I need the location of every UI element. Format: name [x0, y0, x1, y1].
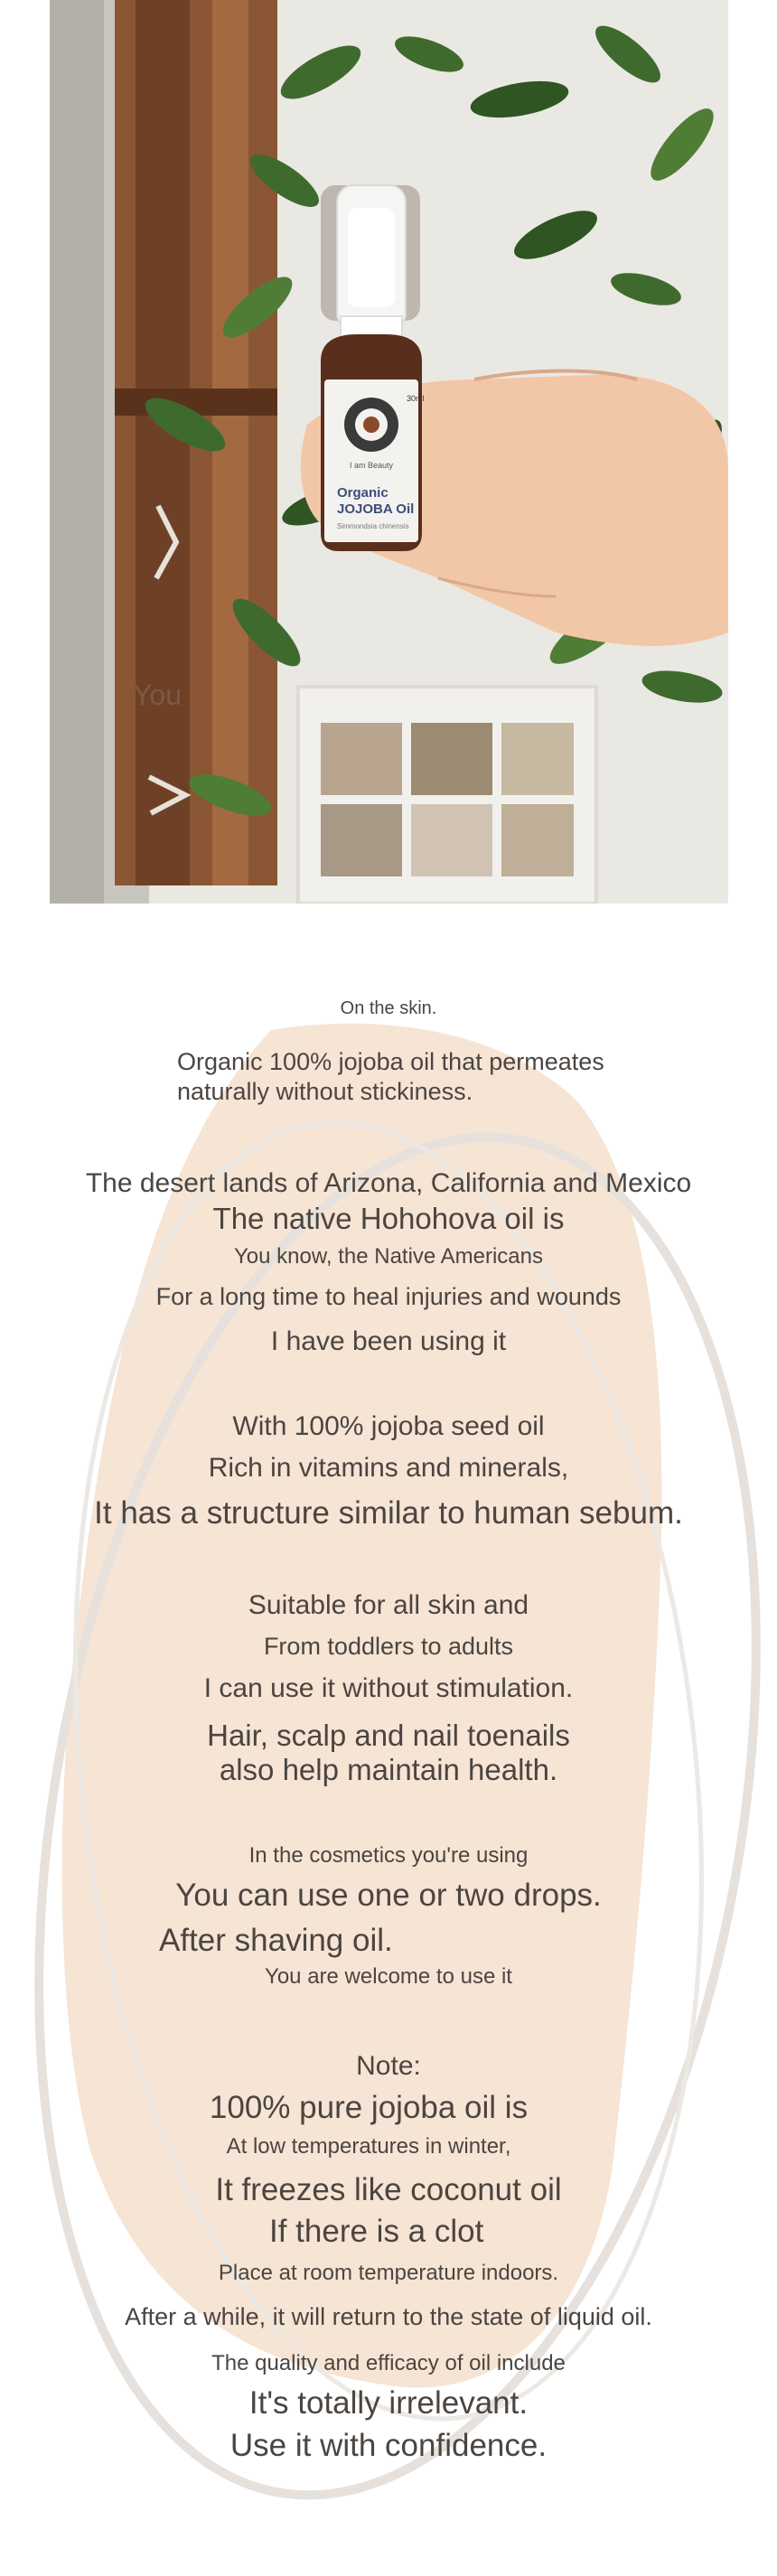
intro-small: On the skin. [340, 998, 437, 1018]
p4-line-1: In the cosmetics you're using [248, 1843, 529, 1868]
description-section [0, 904, 777, 2576]
p1-line-3: You know, the Native Americans [234, 1244, 543, 1269]
note-line-4: If there is a clot [269, 2214, 484, 2249]
note-line-1: 100% pure jojoba oil is [209, 2090, 529, 2125]
note-line-6: After a while, it will return to the state of liquid oil. [125, 2303, 652, 2330]
note-line-5: Place at room temperature indoors. [218, 2261, 559, 2285]
p1-line-1: The desert lands of Arizona, California and Mexico [85, 1168, 692, 1198]
p1-line-2: The native Hohohova oil is [212, 1202, 565, 1235]
note-line-3: It freezes like coconut oil [215, 2172, 562, 2207]
p4-line-2: You can use one or two drops. [175, 1878, 602, 1913]
p3-line-2: From toddlers to adults [263, 1633, 514, 1660]
p1-line-5: I have been using it [270, 1326, 507, 1356]
bottle-label-latin: Simmondsia chinensis [337, 522, 409, 530]
p3-line-5: also help maintain health. [219, 1753, 558, 1786]
p2-line-1: With 100% jojoba seed oil [232, 1411, 545, 1441]
intro-line-2: naturally without stickiness. [177, 1078, 473, 1105]
p3-line-3: I can use it without stimulation. [203, 1673, 574, 1703]
p3-line-1: Suitable for all skin and [248, 1590, 529, 1620]
note-line-9: Use it with confidence. [229, 2428, 548, 2463]
p1-line-4: For a long time to heal injuries and wounds [155, 1283, 622, 1310]
bottle-label-jojoba: JOJOBA Oil [337, 501, 415, 517]
p2-line-2: Rich in vitamins and minerals, [208, 1453, 569, 1483]
note-title: Note: [356, 2051, 421, 2081]
faint-watermark: You [133, 679, 182, 711]
picture-frame [298, 687, 596, 904]
bottle-label-organic: Organic [337, 485, 388, 501]
product-photo [50, 0, 728, 904]
note-line-2: At low temperatures in winter, [226, 2134, 511, 2159]
p4-line-3: After shaving oil. [159, 1923, 393, 1958]
note-line-7: The quality and efficacy of oil include [211, 2351, 566, 2375]
p2-line-3: It has a structure similar to human sebum. [94, 1495, 683, 1531]
p3-line-4: Hair, scalp and nail toenails [207, 1719, 570, 1752]
intro-line-1: Organic 100% jojoba oil that permeates [177, 1048, 604, 1075]
bottle-brand: I am Beauty [349, 461, 394, 470]
p4-line-4: You are welcome to use it [265, 1964, 512, 1989]
note-line-8: It's totally irrelevant. [248, 2385, 529, 2421]
bottle-volume: 30ml [407, 394, 425, 403]
